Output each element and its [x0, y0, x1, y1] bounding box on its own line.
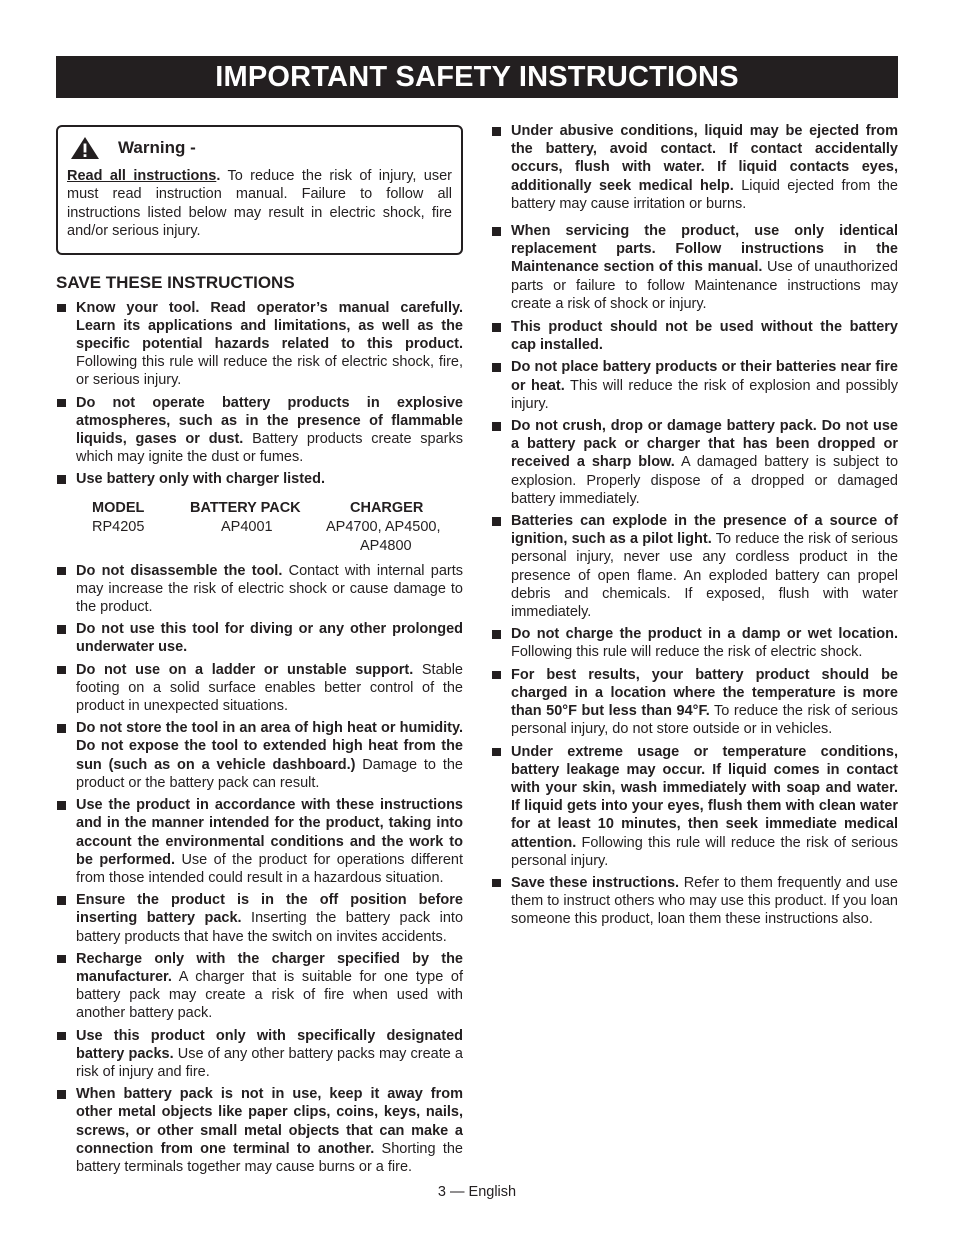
- list-item: Recharge only with the charger specified by the manufacturer. A charger that is suitable for one type of battery pack may create a risk of fire when used with another battery pack.: [56, 950, 463, 1023]
- battery-pack-header: BATTERY PACK: [190, 499, 301, 516]
- save-instructions-heading: SAVE THESE INSTRUCTIONS: [56, 272, 295, 292]
- left-bullet-list: [56, 299, 463, 489]
- warning-body: To reduce the risk of injury, user must read instruction manual. Failure to follow all instructions listed below may result in electric shock, fire and/or serious injury.: [67, 168, 452, 240]
- page-title: IMPORTANT SAFETY INSTRUCTIONS: [56, 56, 898, 98]
- list-item: Use this product only with specifically designated battery packs. Use of any other battery packs may create a risk of injury and fire.: [56, 1027, 463, 1082]
- charger-line-1: AP4700, AP4500,: [326, 518, 441, 535]
- list-item: Know your tool. Read operator’s manual carefully. Learn its applications and limitations, as well as the specific potential hazards related to this product. Following this rule will reduce the risk of electric shock, fire, or serious injury.: [56, 299, 463, 390]
- list-item: Do not place battery products or their batteries near fire or heat. This will reduce the risk of explosion and possibly injury.: [491, 358, 898, 413]
- right-bullet-list: [491, 122, 898, 929]
- page-footer: 3 — English: [437, 1184, 517, 1200]
- list-item: Do not operate battery products in explosive atmospheres, such as in the presence of flammable liquids, gases or dust. Battery products create sparks which may ignite the dust or fumes.: [56, 394, 463, 467]
- warning-text: [67, 167, 452, 241]
- warning-lead-punct: .: [216, 168, 221, 184]
- list-item: Under extreme usage or temperature conditions, battery leakage may occur. If liquid comes in contact with your skin, wash immediately with soap and water. If liquid gets into your eyes, flush them with clean water for at least 10 minutes, then seek immediate medical attention. Following this rule will reduce the risk of serious personal injury.: [491, 743, 898, 870]
- list-item: Use the product in accordance with these instructions and in the manner intended for the product, taking into account the environmental conditions and the work to be performed. Use of the product for operations different from those intended could result in a hazardous situation.: [56, 796, 463, 887]
- list-item: For best results, your battery product should be charged in a location where the temperature is more than 50°F but less than 94°F. To reduce the risk of serious personal injury, do not store outside or in vehicles.: [491, 666, 898, 739]
- left-bullet-list-2: [56, 562, 463, 1177]
- warning-title-row: [67, 136, 452, 160]
- list-item: Do not crush, drop or damage battery pack. Do not use a battery pack or charger that has been dropped or received a sharp blow. A damaged battery is subject to explosion. Properly dispose of a dropped or damaged battery immediately.: [491, 417, 898, 508]
- list-item: Batteries can explode in the presence of a source of ignition, such as a pilot light. To reduce the risk of serious personal injury, never use any cordless product in the presence of open flame. An exploded battery can propel debris and chemicals. If exposed, flush with water immediately.: [491, 512, 898, 621]
- charger-cell: [326, 518, 441, 556]
- list-item: Do not disassemble the tool. Contact with internal parts may increase the risk of electric shock or cause damage to the product.: [56, 562, 463, 617]
- list-item: Do not store the tool in an area of high heat or humidity. Do not expose the tool to extended high heat from the sun (such as on a vehicle dashboard.) Damage to the product or the battery pack can result.: [56, 719, 463, 792]
- charger-header: CHARGER: [350, 499, 424, 516]
- right-column: [491, 122, 898, 933]
- model-header: MODEL: [92, 499, 145, 516]
- list-item: When servicing the product, use only identical replacement parts. Follow instructions in the Maintenance section of this manual. Use of unauthorized parts or failure to follow Maintenance instructions may create a risk of shock or injury.: [491, 222, 898, 313]
- model-cell: RP4205: [92, 518, 145, 535]
- list-item: Do not use on a ladder or unstable support. Stable footing on a solid surface enables better control of the product in unexpected situations.: [56, 661, 463, 716]
- list-item: Under abusive conditions, liquid may be ejected from the battery, avoid contact. If contact accidentally occurs, flush with water. If liquid contacts eyes, additionally seek medical help. Liquid ejected from the battery may cause irritation or burns.: [491, 122, 898, 213]
- model-table: [92, 499, 441, 556]
- list-item: Use battery only with charger listed.: [56, 470, 463, 488]
- list-item: Ensure the product is in the off position before inserting battery pack. Inserting the battery pack into battery products that have the switch on invites accidents.: [56, 891, 463, 946]
- list-item: This product should not be used without the battery cap installed.: [491, 318, 898, 354]
- left-column: [56, 125, 463, 1180]
- warning-title: Warning -: [118, 138, 196, 157]
- warning-lead: Read all instructions: [67, 168, 217, 184]
- warning-box: [56, 125, 463, 255]
- list-item: Do not use this tool for diving or any other prolonged underwater use.: [56, 620, 463, 656]
- charger-line-2: AP4800: [360, 537, 412, 554]
- list-item: When battery pack is not in use, keep it away from other metal objects like paper clips, coins, keys, nails, screws, or other small metal objects that can make a connection from one terminal to another. Shorting the battery terminals together may cause burns or a fire.: [56, 1085, 463, 1176]
- list-item: Save these instructions. Refer to them frequently and use them to instruct others who may use this product. If you loan someone this product, loan them these instructions also.: [491, 874, 898, 929]
- battery-pack-cell: AP4001: [221, 518, 273, 535]
- warning-triangle-icon: [70, 136, 100, 160]
- list-item: Do not charge the product in a damp or wet location. Following this rule will reduce the risk of electric shock.: [491, 625, 898, 661]
